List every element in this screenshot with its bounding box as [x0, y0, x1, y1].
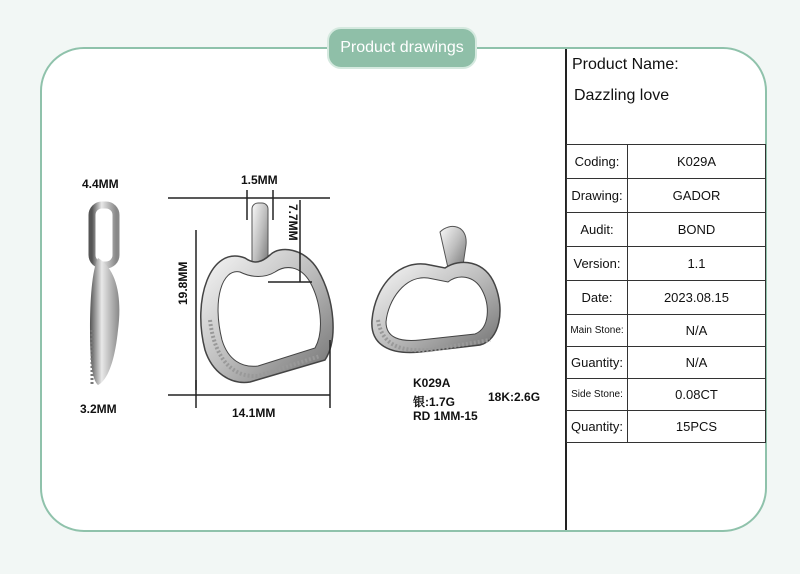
spec-value: N/A: [628, 347, 766, 379]
spec-label: Coding:: [567, 145, 628, 179]
product-name-value: Dazzling love: [574, 87, 670, 104]
stone-note: RD 1MM-15: [413, 409, 478, 423]
silver-weight-note: 银:1.7G: [413, 395, 456, 409]
spec-value: BOND: [628, 213, 766, 247]
bail-height-dimension: 7.7MM: [286, 204, 300, 241]
spec-value: 1.1: [628, 247, 766, 281]
spec-value: 0.08CT: [628, 379, 766, 411]
perspective-view-pendant: [372, 226, 500, 352]
product-name-label: Product Name:: [572, 56, 679, 73]
spec-value: 15PCS: [628, 411, 766, 443]
spec-label: Side Stone:: [567, 379, 628, 411]
spec-value: K029A: [628, 145, 766, 179]
spec-label: Guantity:: [567, 347, 628, 379]
page-title: Product drawings: [327, 27, 477, 69]
spec-value: 2023.08.15: [628, 281, 766, 315]
product-code-note: K029A: [413, 376, 451, 390]
side-top-dimension: 4.4MM: [82, 177, 119, 191]
spec-label: Date:: [567, 281, 628, 315]
total-height-dimension: 19.8MM: [176, 261, 190, 305]
gold-weight-note: 18K:2.6G: [488, 390, 541, 404]
spec-label: Drawing:: [567, 179, 628, 213]
spec-value: GADOR: [628, 179, 766, 213]
side-view-pendant: [90, 205, 119, 385]
side-bottom-dimension: 3.2MM: [80, 402, 117, 416]
spec-label: Main Stone:: [567, 315, 628, 347]
bail-width-dimension: 1.5MM: [241, 173, 278, 187]
spec-label: Version:: [567, 247, 628, 281]
front-view-pendant: [201, 203, 333, 382]
total-width-dimension: 14.1MM: [232, 406, 276, 420]
spec-label: Quantity:: [567, 411, 628, 443]
spec-value: N/A: [628, 315, 766, 347]
spec-label: Audit:: [567, 213, 628, 247]
